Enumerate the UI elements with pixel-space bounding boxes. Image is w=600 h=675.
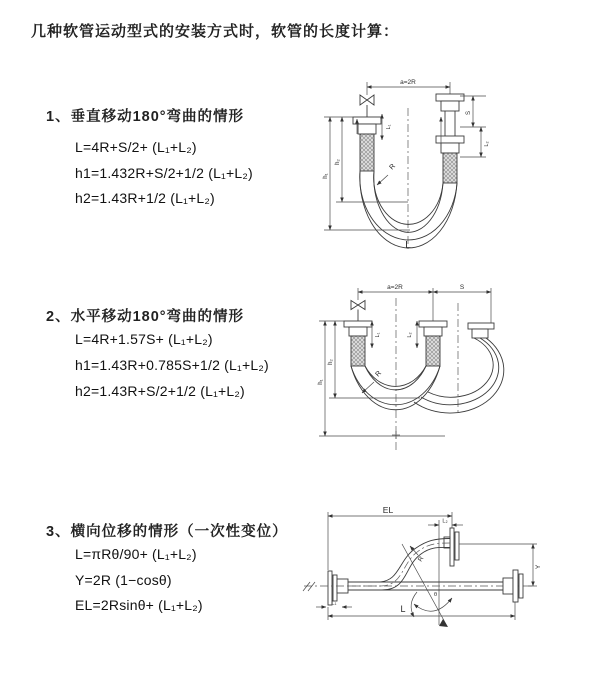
section-1-formula-L: L=4R+S/2+ (L₁+L₂) <box>75 139 197 155</box>
valve-icon <box>351 301 365 322</box>
dim-label-h2: h₂ <box>328 359 334 365</box>
page-title: 几种软管运动型式的安装方式时，软管的长度计算： <box>31 23 400 40</box>
diagram-horizontal-bend <box>310 278 600 460</box>
section-2-formula-L: L=4R+1.57S+ (L₁+L₂) <box>75 331 213 347</box>
braided-hose-section <box>360 134 374 171</box>
section-3-formula-Y: Y=2R (1−cosθ) <box>75 572 172 588</box>
braided-hose-section <box>426 336 440 366</box>
dim-label-l1: L₁ <box>375 332 381 338</box>
section-3-formula-L: L=πRθ/90+ (L₁+L₂) <box>75 546 197 562</box>
braided-hose-section <box>351 336 365 366</box>
radius-label: R <box>416 555 426 564</box>
angle-label-theta: θ <box>434 592 438 598</box>
dim-label-h2: h₂ <box>335 159 341 165</box>
section-2-heading: 2、水平移动180°弯曲的情形 <box>46 309 245 325</box>
dim-label-h1: h₁ <box>318 379 324 385</box>
dim-label-h1: h₁ <box>323 173 329 179</box>
dim-label-l2: L₂ <box>484 141 490 147</box>
dim-label-a2r: a=2R <box>387 284 403 291</box>
section-1-formula-h1: h1=1.432R+S/2+1/2 (L₁+L₂) <box>75 165 253 181</box>
dim-label-l2: L₂ <box>442 518 448 525</box>
dim-label-l1: L₁ <box>331 600 337 607</box>
valve-icon <box>360 95 374 117</box>
section-3-heading: 3、横向位移的情形（一次性变位） <box>46 524 288 540</box>
dim-label-L: L <box>400 604 406 614</box>
section-1-formula-h2: h2=1.43R+1/2 (L₁+L₂) <box>75 190 215 206</box>
angle-vertex-arrow <box>439 619 448 627</box>
radius-label: R <box>374 369 383 379</box>
dim-label-y: Y <box>535 564 542 570</box>
section-2-formula-h2: h2=1.43R+S/2+1/2 (L₁+L₂) <box>75 383 245 399</box>
dim-label-L: L <box>405 240 411 251</box>
section-2-formula-h1: h1=1.43R+0.785S+1/2 (L₁+L₂) <box>75 357 269 373</box>
section-1-heading: 1、垂直移动180°弯曲的情形 <box>46 109 245 125</box>
section-3-formula-EL: EL=2Rsinθ+ (L₁+L₂) <box>75 597 203 613</box>
diagram-lateral-displacement <box>300 498 600 635</box>
dim-label-l1: L₁ <box>386 124 392 130</box>
dim-label-a2r: a=2R <box>400 79 416 86</box>
braided-hose-section <box>443 153 457 183</box>
radius-label: R <box>388 162 397 172</box>
dim-label-el: EL <box>382 505 394 515</box>
diagram-vertical-bend <box>310 64 505 266</box>
dim-label-s: S <box>466 110 472 116</box>
dim-label-s: S <box>459 284 465 291</box>
dim-label-l2: L₂ <box>407 332 413 338</box>
